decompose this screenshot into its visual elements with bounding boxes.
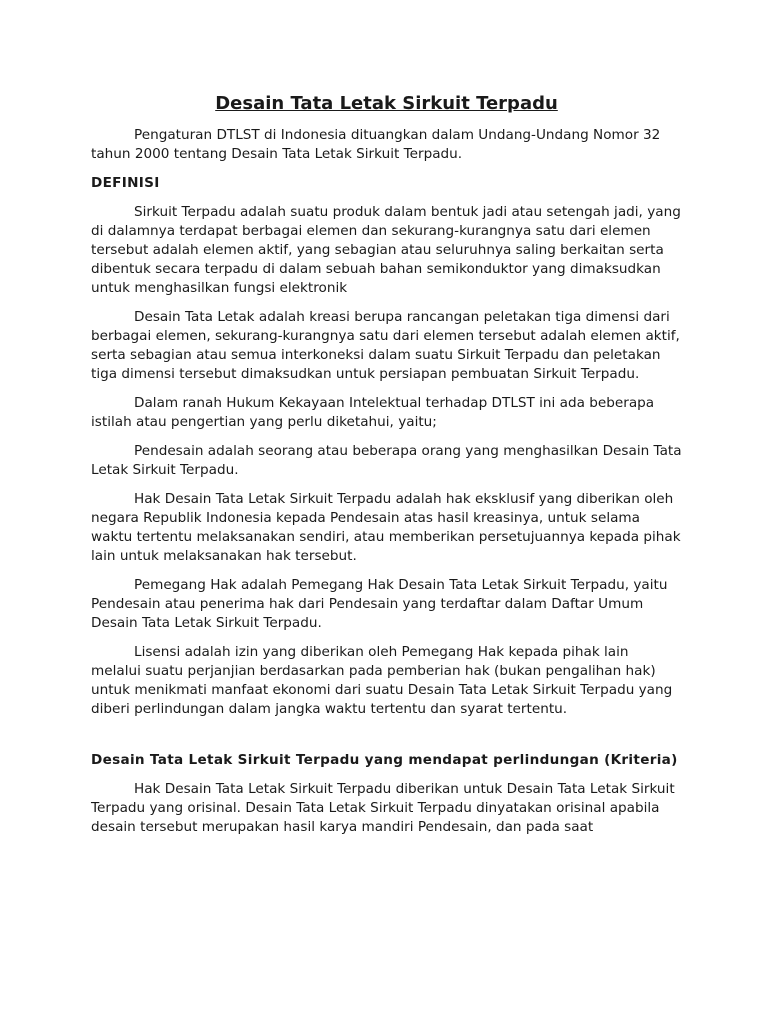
paragraph-istilah: Dalam ranah Hukum Kekayaan Intelektual terhadap DTLST ini ada beberapa istilah atau pengertian yang perlu diketahui, yaitu;: [91, 395, 655, 430]
paragraph-sirkuit-terpadu: Sirkuit Terpadu adalah suatu produk dalam bentuk jadi atau setengah jadi, yang di dalamnya terdapat berbagai elemen dan sekurang-kurangnya satu dari elemen tersebut adalah elemen aktif, yang sebagian atau seluruhnya saling berkaitan serta dibentuk secara terpadu di dalam sebuah bahan semikonduktor yang dimaksudkan untuk menghasilkan fungsi elektronik: [91, 204, 681, 296]
paragraph-pendesain: Pendesain adalah seorang atau beberapa orang yang menghasilkan Desain Tata Letak Sirkuit Terpadu.: [91, 443, 682, 478]
document-title: Desain Tata Letak Sirkuit Terpadu: [215, 93, 558, 114]
section-heading-kriteria: Desain Tata Letak Sirkuit Terpadu yang mendapat perlindungan (Kriteria): [91, 752, 678, 768]
intro-paragraph: Pengaturan DTLST di Indonesia dituangkan dalam Undang-Undang Nomor 32 tahun 2000 tentang Desain Tata Letak Sirkuit Terpadu.: [91, 127, 661, 162]
paragraph-pemegang-hak: Pemegang Hak adalah Pemegang Hak Desain Tata Letak Sirkuit Terpadu, yaitu Pendesain atau penerima hak dari Pendesain yang terdaftar dalam Daftar Umum Desain Tata Letak Sirkuit Terpadu.: [91, 577, 668, 631]
section-heading-definisi: DEFINISI: [91, 175, 160, 191]
paragraph-orisinal: Hak Desain Tata Letak Sirkuit Terpadu diberikan untuk Desain Tata Letak Sirkuit Terpadu yang orisinal. Desain Tata Letak Sirkuit Terpadu dinyatakan orisinal apabila desain tersebut merupakan hasil karya mandiri Pendesain, dan pada saat: [91, 781, 675, 835]
paragraph-hak-desain: Hak Desain Tata Letak Sirkuit Terpadu adalah hak eksklusif yang diberikan oleh negara Republik Indonesia kepada Pendesain atas hasil kreasinya, untuk selama waktu tertentu melaksanakan sendiri, atau memberikan persetujuannya kepada pihak lain untuk melaksanakan hak tersebut.: [91, 491, 681, 564]
paragraph-desain-tata-letak: Desain Tata Letak adalah kreasi berupa rancangan peletakan tiga dimensi dari berbagai elemen, sekurang-kurangnya satu dari elemen tersebut adalah elemen aktif, serta sebagian atau semua interkoneksi dalam suatu Sirkuit Terpadu dan peletakan tiga dimensi tersebut dimaksudkan untuk persiapan pembuatan Sirkuit Terpadu.: [91, 309, 680, 382]
paragraph-lisensi: Lisensi adalah izin yang diberikan oleh Pemegang Hak kepada pihak lain melalui suatu perjanjian berdasarkan pada pemberian hak (bukan pengalihan hak) untuk menikmati manfaat ekonomi dari suatu Desain Tata Letak Sirkuit Terpadu yang diberi perlindungan dalam jangka waktu tertentu dan syarat tertentu.: [91, 644, 673, 717]
